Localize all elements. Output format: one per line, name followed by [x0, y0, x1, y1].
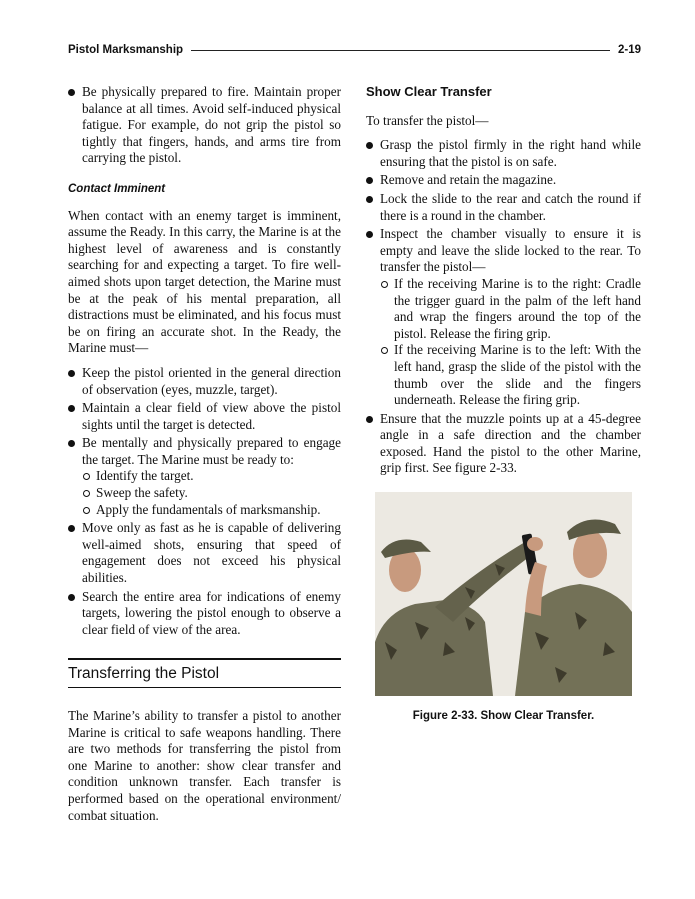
sub-list-item: If the receiving Marine is to the right: Cradle the trigger guard in the palm of the left hand and wrap the fingers around the top of the pistol. Release the firing grip.: [380, 276, 641, 342]
running-header: [68, 42, 641, 58]
list-item: Be mentally and physically prepared to engage the target. The Marine must be ready to: Identify the target. Sweep the safety. Apply the fundamentals of marksmanship.: [68, 435, 341, 518]
bullet-icon: [68, 370, 75, 377]
list-item: Grasp the pistol firmly in the right hand while ensuring that the pistol is on safe.: [366, 137, 641, 170]
list-item: Search the entire area for indications of enemy targets, lowering the pistol enough to observe a clear field of view of the area.: [68, 589, 341, 639]
sub-list-item: Sweep the safety.: [82, 485, 341, 502]
right-column: [366, 84, 641, 479]
list-item: Maintain a clear field of view above the pistol sights until the target is detected.: [68, 400, 341, 433]
ready-bullet-list: [68, 365, 341, 639]
hollow-bullet-icon: [83, 473, 90, 480]
bullet-icon: [68, 594, 75, 601]
hollow-bullet-icon: [83, 490, 90, 497]
left-column: [68, 84, 341, 832]
bullet-icon: [68, 89, 75, 96]
transferring-section-title: Transferring the Pistol: [68, 658, 341, 688]
sub-list-item: Apply the fundamentals of marksmanship.: [82, 502, 341, 519]
bullet-icon: [68, 405, 75, 412]
bullet-icon: [68, 525, 75, 532]
contact-imminent-heading: Contact Imminent: [68, 182, 166, 195]
ready-subitem-list: [82, 468, 341, 518]
intro-bullet-list: [68, 84, 341, 167]
page-number: 2-19: [617, 44, 641, 56]
sub-list-item: If the receiving Marine is to the left: With the left hand, grasp the slide of the pistol with the thumb over the slide and the fingers underneath. Release the firing grip.: [380, 342, 641, 408]
list-item: Remove and retain the magazine.: [366, 172, 641, 189]
list-item: Ensure that the muzzle points up at a 45-degree angle in a safe direction and the chamber exposed. Hand the pistol to the other Marine, grip first. See figure 2-33.: [366, 411, 641, 477]
sub-list-item: Identify the target.: [82, 468, 341, 485]
contact-paragraph: When contact with an enemy target is imminent, assume the Ready. In this carry, the Marine is at the highest level of awareness and is constantly searching for and expecting a target. To fire well-aimed shots upon target detection, the Marine must be at the peak of his mental preparation, all distractions must be eliminated, and his focus must be on firing an accurate shot. In the Ready, the Marine must—: [68, 207, 341, 356]
hollow-bullet-icon: [381, 347, 388, 354]
header-section-title: Pistol Marksmanship: [68, 44, 184, 56]
bullet-icon: [366, 142, 373, 149]
marines-transfer-illustration: [375, 492, 632, 696]
transfer-steps-list: [366, 137, 641, 477]
list-item: Move only as fast as he is capable of delivering well-aimed shots, ensuring that speed of engagement does not exceed his physical abilities.: [68, 520, 341, 586]
transfer-subitem-list: [380, 276, 641, 409]
bullet-icon: [366, 416, 373, 423]
transfer-intro: To transfer the pistol—: [366, 112, 489, 128]
bullet-icon: [68, 440, 75, 447]
show-clear-transfer-heading: Show Clear Transfer: [366, 84, 492, 99]
figure-photo: [375, 492, 632, 696]
transfer-paragraph: The Marine’s ability to transfer a pistol to another Marine is critical to safe weapons handling. There are two methods for transferring the pistol from one Marine to another: show clear transfer and condition unknown transfer. Each transfer is performed based on the operational environment/ combat situation.: [68, 708, 341, 823]
hollow-bullet-icon: [381, 281, 388, 288]
list-item: Inspect the chamber visually to ensure it is empty and leave the slide locked to the rear. To transfer the pistol— If the receiving Marine is to the right: Cradle the trigger guard in the palm of the left hand and wrap the fingers around the top of the pistol. Release the firing grip. If the receiving Marine is to the left: With the left hand, grasp the slide of the pistol with the thumb over the slide and the fingers underneath. Release the firing grip.: [366, 226, 641, 409]
bullet-icon: [366, 196, 373, 203]
bullet-icon: [366, 231, 373, 238]
figure-caption: Figure 2-33. Show Clear Transfer.: [412, 710, 595, 722]
hollow-bullet-icon: [83, 507, 90, 514]
header-rule: [191, 50, 610, 51]
list-item: Lock the slide to the rear and catch the round if there is a round in the chamber.: [366, 191, 641, 224]
list-item: Keep the pistol oriented in the general direction of observation (eyes, muzzle, target).: [68, 365, 341, 398]
bullet-icon: [366, 177, 373, 184]
list-item: Be physically prepared to fire. Maintain proper balance at all times. Avoid self-induced physical fatigue. For example, do not grip the pistol so tightly that fingers, hands, and arms tire from carrying the pistol.: [68, 84, 341, 167]
